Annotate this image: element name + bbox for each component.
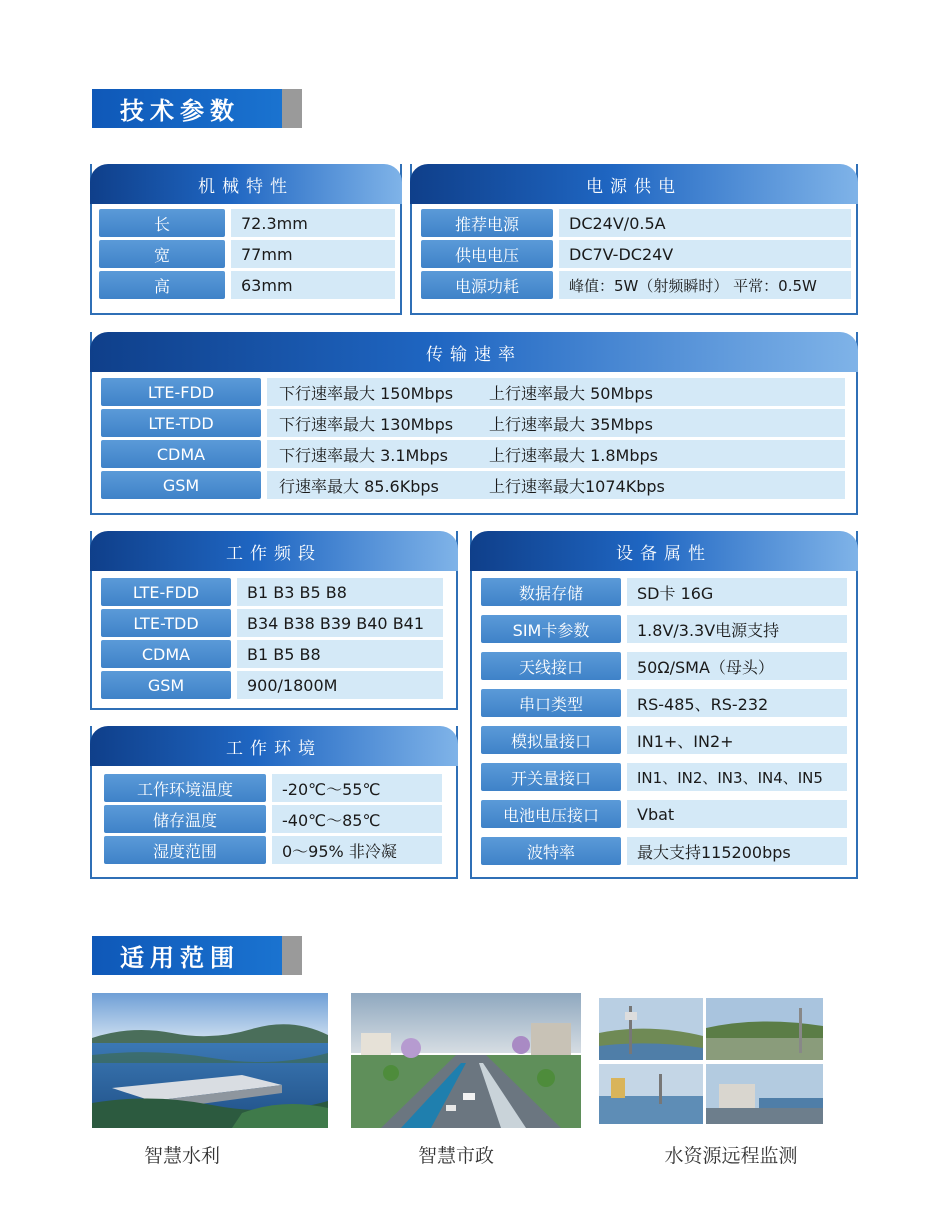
transfer-panel-title: 传输速率 (90, 332, 858, 372)
spec-label: 高 (99, 271, 225, 299)
env-label: 储存温度 (104, 805, 266, 833)
device-row (481, 615, 847, 643)
rate-row (101, 471, 845, 499)
device-panel (470, 531, 858, 879)
device-value: SD卡 16G (627, 578, 847, 606)
section-title-applications-text: 适用范围 (92, 936, 282, 975)
rate-label: GSM (101, 471, 261, 499)
band-label: LTE-FDD (101, 578, 231, 606)
spec-value: 63mm (231, 271, 395, 299)
spec-row (99, 271, 395, 299)
spec-value: 峰值：5W（射频瞬时） 平常：0.5W (559, 271, 851, 299)
app-caption: 智慧市政 (417, 1145, 494, 1167)
device-label: 模拟量接口 (481, 726, 621, 754)
spec-row (99, 240, 395, 268)
uplink-rate: 上行速率最大1074Kbps (489, 476, 665, 496)
band-value: B34 B38 B39 B40 B41 (237, 609, 443, 637)
device-row (481, 578, 847, 606)
device-value: Vbat (627, 800, 847, 828)
uplink-rate: 上行速率最大 50Mbps (489, 383, 653, 403)
device-label: 数据存储 (481, 578, 621, 606)
device-value: RS-485、RS-232 (627, 689, 847, 717)
water-monitoring-photos (599, 998, 823, 1124)
device-label: 波特率 (481, 837, 621, 865)
device-value: IN1+、IN2+ (627, 726, 847, 754)
device-panel-title: 设备属性 (470, 531, 858, 571)
device-row (481, 837, 847, 865)
device-row (481, 763, 847, 791)
rate-row (101, 378, 845, 406)
device-label: 天线接口 (481, 652, 621, 680)
band-value: 900/1800M (237, 671, 443, 699)
spec-row (421, 271, 851, 299)
band-label: LTE-TDD (101, 609, 231, 637)
rate-values (267, 440, 845, 468)
downlink-rate: 行速率最大 85.6Kbps (279, 476, 439, 496)
power-panel (410, 164, 858, 315)
band-label: CDMA (101, 640, 231, 668)
transfer-panel (90, 332, 858, 515)
spec-value: DC7V-DC24V (559, 240, 851, 268)
env-value: -40℃～85℃ (272, 805, 442, 833)
device-row (481, 726, 847, 754)
dam-photo (92, 993, 328, 1128)
downlink-rate: 下行速率最大 150Mbps (279, 383, 454, 403)
spec-value: 72.3mm (231, 209, 395, 237)
device-value: 50Ω/SMA（母头） (627, 652, 847, 680)
mechanical-panel-title: 机械特性 (90, 164, 402, 204)
power-panel-title: 电源供电 (410, 164, 858, 204)
downlink-rate: 下行速率最大 130Mbps (279, 414, 454, 434)
rate-label: LTE-FDD (101, 378, 261, 406)
spec-row (99, 209, 395, 237)
uplink-rate: 上行速率最大 35Mbps (489, 414, 653, 434)
downlink-rate: 下行速率最大 3.1Mbps (279, 445, 448, 465)
device-label: SIM卡参数 (481, 615, 621, 643)
spec-label: 宽 (99, 240, 225, 268)
band-value: B1 B3 B5 B8 (237, 578, 443, 606)
device-label: 电池电压接口 (481, 800, 621, 828)
env-value: 0～95% 非冷凝 (272, 836, 442, 864)
section-title-accent (282, 89, 302, 128)
spec-label: 电源功耗 (421, 271, 553, 299)
device-label: 串口类型 (481, 689, 621, 717)
env-row (104, 774, 442, 802)
device-value: IN1、IN2、IN3、IN4、IN5 (627, 763, 847, 791)
spec-value: 77mm (231, 240, 395, 268)
spec-value: DC24V/0.5A (559, 209, 851, 237)
section-title-specs-text: 技术参数 (92, 89, 282, 128)
rate-label: CDMA (101, 440, 261, 468)
env-value: -20℃～55℃ (272, 774, 442, 802)
bands-panel (90, 531, 458, 710)
spec-label: 推荐电源 (421, 209, 553, 237)
env-label: 工作环境温度 (104, 774, 266, 802)
rate-values (267, 471, 845, 499)
device-value: 最大支持115200bps (627, 837, 847, 865)
band-row (101, 609, 443, 637)
uplink-rate: 上行速率最大 1.8Mbps (489, 445, 658, 465)
spec-label: 长 (99, 209, 225, 237)
environment-panel-title: 工作环境 (90, 726, 458, 766)
device-value: 1.8V/3.3V电源支持 (627, 615, 847, 643)
band-label: GSM (101, 671, 231, 699)
rate-values (267, 378, 845, 406)
section-title-accent (282, 936, 302, 975)
section-title-specs (92, 89, 302, 128)
band-row (101, 578, 443, 606)
band-value: B1 B5 B8 (237, 640, 443, 668)
env-label: 湿度范围 (104, 836, 266, 864)
rate-label: LTE-TDD (101, 409, 261, 437)
rate-row (101, 409, 845, 437)
city-road-photo (351, 993, 581, 1128)
app-caption: 智慧水利 (143, 1145, 220, 1167)
spec-row (421, 240, 851, 268)
device-row (481, 800, 847, 828)
section-title-applications (92, 936, 302, 975)
band-row (101, 640, 443, 668)
app-caption: 水资源远程监测 (664, 1145, 798, 1167)
env-row (104, 836, 442, 864)
spec-label: 供电电压 (421, 240, 553, 268)
device-label: 开关量接口 (481, 763, 621, 791)
env-row (104, 805, 442, 833)
spec-row (421, 209, 851, 237)
band-row (101, 671, 443, 699)
device-row (481, 689, 847, 717)
mechanical-panel (90, 164, 402, 315)
bands-panel-title: 工作频段 (90, 531, 458, 571)
rate-values (267, 409, 845, 437)
rate-row (101, 440, 845, 468)
device-row (481, 652, 847, 680)
environment-panel (90, 726, 458, 879)
